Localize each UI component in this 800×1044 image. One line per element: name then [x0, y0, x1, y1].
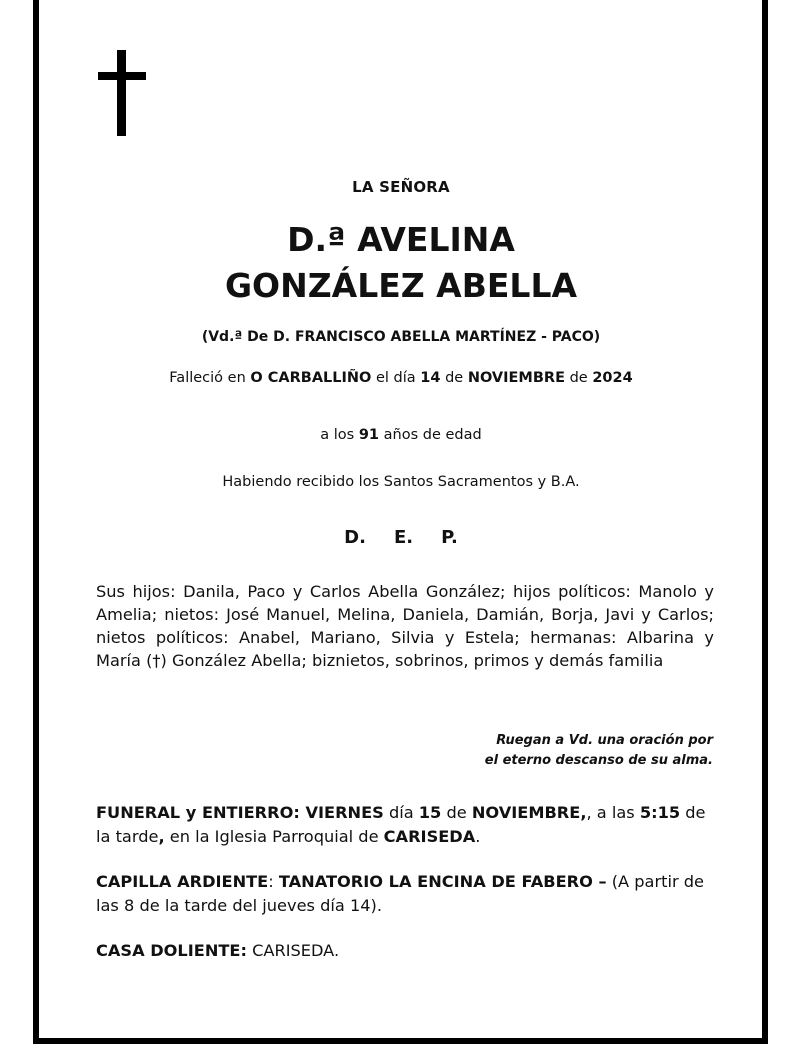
death-month: NOVIEMBRE	[467, 370, 565, 386]
prayer-request: Ruegan a Vd. una oración por el eterno descanso de su alma.	[484, 733, 713, 768]
death-line: Falleció en O CARBALLIÑO el día 14 de NOVIEMBRE de 2024	[169, 370, 633, 386]
deceased-title-label: LA SEÑORA	[352, 178, 450, 196]
mourning-house-info: CASA DOLIENTE: CARISEDA.	[96, 941, 340, 960]
dep-line: D. E. P.	[344, 527, 458, 548]
deceased-name-line2: GONZÁLEZ ABELLA	[224, 266, 578, 305]
widow-of-line: (Vd.ª De D. FRANCISCO ABELLA MARTÍNEZ - PACO)	[201, 329, 601, 345]
sacraments-line: Habiendo recibido los Santos Sacramentos y B.A.	[222, 474, 580, 490]
age-years: 91	[358, 427, 380, 443]
death-day: 14	[420, 370, 441, 386]
age-line: a los 91 años de edad	[320, 427, 482, 443]
cross-icon	[98, 50, 146, 136]
death-place: O CARBALLIÑO	[250, 370, 372, 386]
chapel-info: CAPILLA ARDIENTE: TANATORIO LA ENCINA DE FABERO – (A partir de las 8 de la tarde del jueves día 14).	[96, 872, 705, 915]
deceased-name-line1: D.ª AVELINA	[287, 220, 515, 259]
death-year: 2024	[592, 370, 633, 386]
family-paragraph: Sus hijos: Danila, Paco y Carlos Abella González; hijos políticos: Manolo y Amelia; nietos: José Manuel, Melina, Daniela, Damián, Borja, Javi y Carlos; nietos políticos: Anabel, Mariano, Silvia y Estela; hermanas: Albarina y María (†) González Abella; biznietos, sobrinos, primos y demás familia	[96, 582, 714, 670]
funeral-info: FUNERAL y ENTIERRO: VIERNES día 15 de NOVIEMBRE,, a las 5:15 de la tarde, en la Iglesia Parroquial de CARISEDA.	[96, 803, 706, 846]
